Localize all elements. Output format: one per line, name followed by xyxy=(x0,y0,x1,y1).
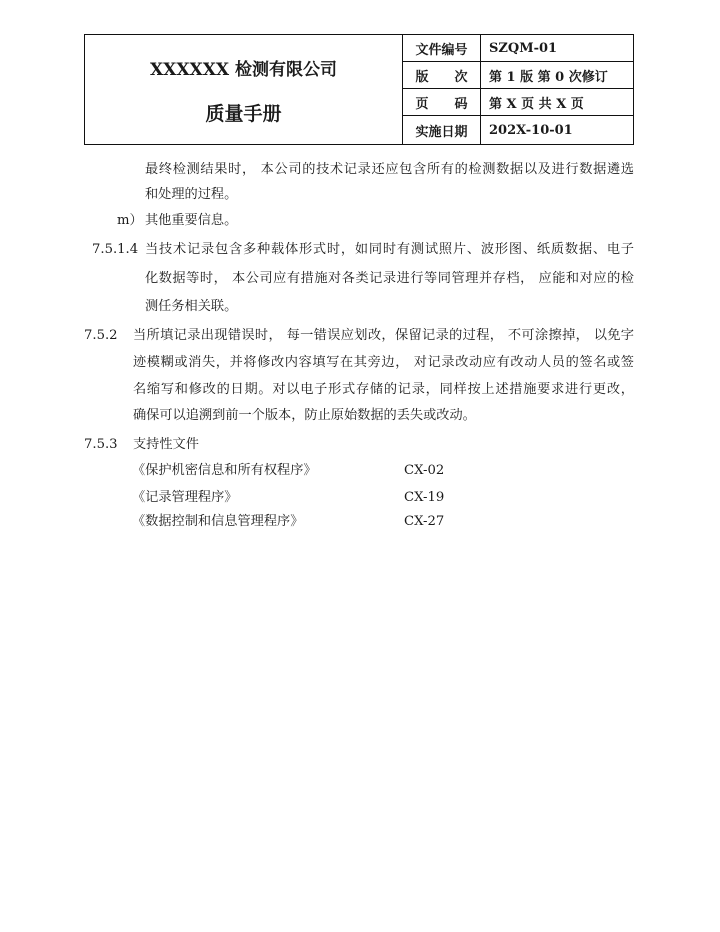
header-row-page xyxy=(403,89,633,116)
paragraph-line: 名缩写和修改的日期。对以电子形式存储的记录，同样按上述措施要求进行更改， xyxy=(133,382,634,397)
header-title-cell xyxy=(85,35,403,144)
paragraph-line: 当所填记录出现错误时， 每一错误应划改，保留记录的过程， 不可涂擦掉， 以免字 xyxy=(133,328,634,343)
paragraph-line: 最终检测结果时， 本公司的技术记录还应包含所有的检测数据以及进行数据遴选 xyxy=(145,162,634,177)
list-item-text: 其他重要信息。 xyxy=(145,213,238,228)
company-name: XXXXXX 检测有限公司 xyxy=(149,60,338,80)
paragraph-line: 迹模糊或消失，并将修改内容填写在其旁边， 对记录改动应有改动人员的签名或签 xyxy=(133,355,634,370)
section-number: 7.5.2 xyxy=(84,328,118,343)
header-key: 页 码 xyxy=(403,89,481,115)
doc-name: 《保护机密信息和所有权程序》 xyxy=(132,463,317,478)
paragraph-line: 确保可以追溯到前一个版本，防止原始数据的丢失或改动。 xyxy=(133,408,476,423)
paragraph-line: 化数据等时， 本公司应有措施对各类记录进行等同管理并存档， 应能和对应的检 xyxy=(145,271,634,286)
section-number: 7.5.3 xyxy=(84,437,118,452)
doc-code: CX-19 xyxy=(404,490,445,505)
manual-title: 质量手册 xyxy=(205,103,282,125)
header-row-edition xyxy=(403,62,633,89)
list-marker: m） xyxy=(117,213,143,228)
paragraph-line: 当技术记录包含多种载体形式时，如同时有测试照片、波形图、纸质数据、电子 xyxy=(145,242,634,257)
header-key: 实施日期 xyxy=(403,116,481,144)
document-header-table xyxy=(84,34,634,145)
header-key: 文件编号 xyxy=(403,35,481,61)
header-value: 202X-10-01 xyxy=(489,122,573,138)
doc-name: 《数据控制和信息管理程序》 xyxy=(132,514,304,529)
doc-name: 《记录管理程序》 xyxy=(132,490,238,505)
doc-code: CX-02 xyxy=(404,463,445,478)
section-title: 支持性文件 xyxy=(133,437,199,452)
header-row-effective-date xyxy=(403,116,633,144)
doc-code: CX-27 xyxy=(404,514,445,529)
header-row-doc-number xyxy=(403,35,633,62)
header-value: 第 1 版 第 0 次修订 xyxy=(489,69,608,85)
header-value: 第 X 页 共 X 页 xyxy=(489,96,584,112)
paragraph-line: 和处理的过程。 xyxy=(145,187,238,202)
paragraph-line: 测任务相关联。 xyxy=(145,299,238,314)
header-value: SZQM-01 xyxy=(489,40,558,56)
section-number: 7.5.1.4 xyxy=(92,242,139,257)
header-key: 版 次 xyxy=(403,62,481,88)
